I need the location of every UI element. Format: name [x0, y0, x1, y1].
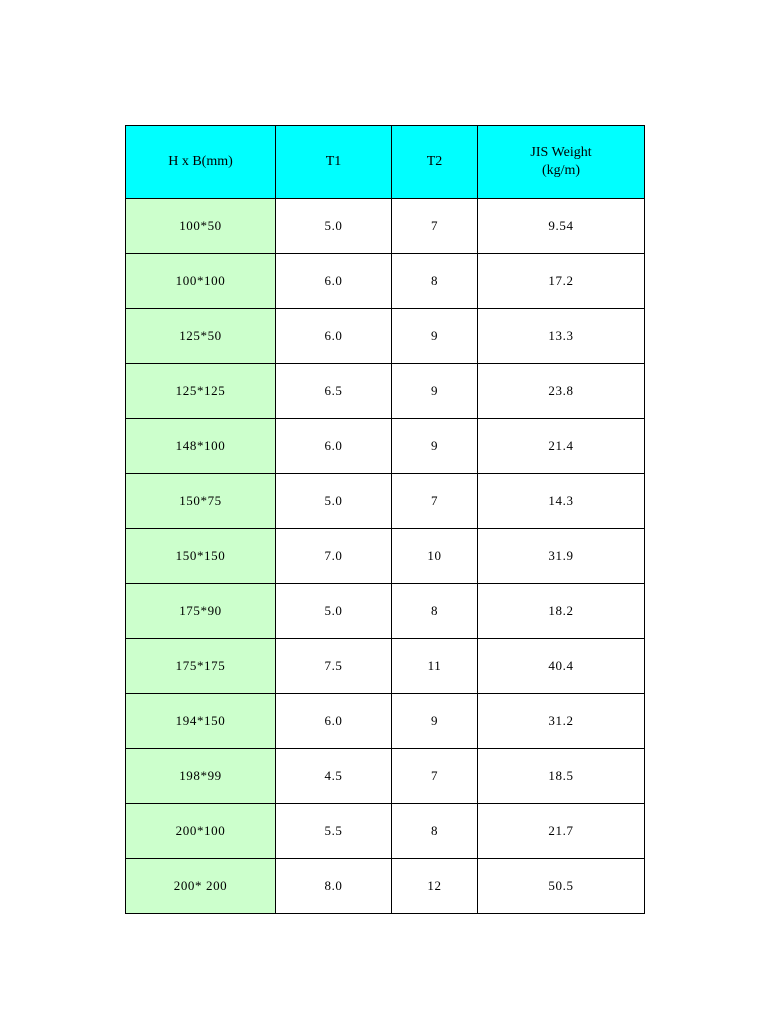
header-t2: T2	[392, 126, 478, 199]
t2-cell: 9	[392, 694, 478, 749]
size-cell: 150*150	[126, 529, 276, 584]
table-row	[126, 199, 645, 254]
t1-cell: 6.0	[276, 254, 392, 309]
t2-cell: 9	[392, 419, 478, 474]
weight-cell: 31.9	[478, 529, 645, 584]
t2-cell: 11	[392, 639, 478, 694]
table-body	[126, 199, 645, 914]
table-row	[126, 749, 645, 804]
weight-cell: 18.2	[478, 584, 645, 639]
table-row	[126, 694, 645, 749]
header-t1: T1	[276, 126, 392, 199]
t2-cell: 8	[392, 584, 478, 639]
table-row	[126, 254, 645, 309]
weight-cell: 18.5	[478, 749, 645, 804]
size-cell: 100*50	[126, 199, 276, 254]
t2-cell: 12	[392, 859, 478, 914]
table-row	[126, 859, 645, 914]
header-weight	[478, 126, 645, 199]
t1-cell: 5.5	[276, 804, 392, 859]
table-row	[126, 529, 645, 584]
t1-cell: 6.0	[276, 694, 392, 749]
t2-cell: 7	[392, 199, 478, 254]
size-cell: 150*75	[126, 474, 276, 529]
t1-cell: 7.5	[276, 639, 392, 694]
table-row	[126, 584, 645, 639]
weight-cell: 23.8	[478, 364, 645, 419]
t1-cell: 5.0	[276, 584, 392, 639]
table-header	[126, 126, 645, 199]
header-row	[126, 126, 645, 199]
header-size: H x B(mm)	[126, 126, 276, 199]
size-cell: 194*150	[126, 694, 276, 749]
size-cell: 198*99	[126, 749, 276, 804]
header-weight-line1: JIS Weight	[530, 145, 592, 160]
t1-cell: 8.0	[276, 859, 392, 914]
table-row	[126, 364, 645, 419]
size-cell: 125*125	[126, 364, 276, 419]
size-cell: 200*100	[126, 804, 276, 859]
table-row	[126, 804, 645, 859]
weight-cell: 40.4	[478, 639, 645, 694]
t2-cell: 9	[392, 364, 478, 419]
weight-cell: 50.5	[478, 859, 645, 914]
weight-cell: 14.3	[478, 474, 645, 529]
h-beam-spec-table	[125, 125, 645, 914]
t1-cell: 6.5	[276, 364, 392, 419]
t2-cell: 7	[392, 474, 478, 529]
size-cell: 200* 200	[126, 859, 276, 914]
size-cell: 148*100	[126, 419, 276, 474]
t1-cell: 5.0	[276, 474, 392, 529]
size-cell: 175*175	[126, 639, 276, 694]
t1-cell: 4.5	[276, 749, 392, 804]
t2-cell: 7	[392, 749, 478, 804]
weight-cell: 31.2	[478, 694, 645, 749]
t2-cell: 10	[392, 529, 478, 584]
t1-cell: 6.0	[276, 309, 392, 364]
size-cell: 175*90	[126, 584, 276, 639]
header-weight-line2: (kg/m)	[541, 163, 581, 178]
table-row	[126, 639, 645, 694]
table-row	[126, 419, 645, 474]
table-row	[126, 309, 645, 364]
weight-cell: 21.4	[478, 419, 645, 474]
t2-cell: 8	[392, 804, 478, 859]
size-cell: 125*50	[126, 309, 276, 364]
t1-cell: 5.0	[276, 199, 392, 254]
weight-cell: 9.54	[478, 199, 645, 254]
t2-cell: 9	[392, 309, 478, 364]
weight-cell: 21.7	[478, 804, 645, 859]
t1-cell: 7.0	[276, 529, 392, 584]
weight-cell: 17.2	[478, 254, 645, 309]
weight-cell: 13.3	[478, 309, 645, 364]
table-row	[126, 474, 645, 529]
t2-cell: 8	[392, 254, 478, 309]
t1-cell: 6.0	[276, 419, 392, 474]
size-cell: 100*100	[126, 254, 276, 309]
